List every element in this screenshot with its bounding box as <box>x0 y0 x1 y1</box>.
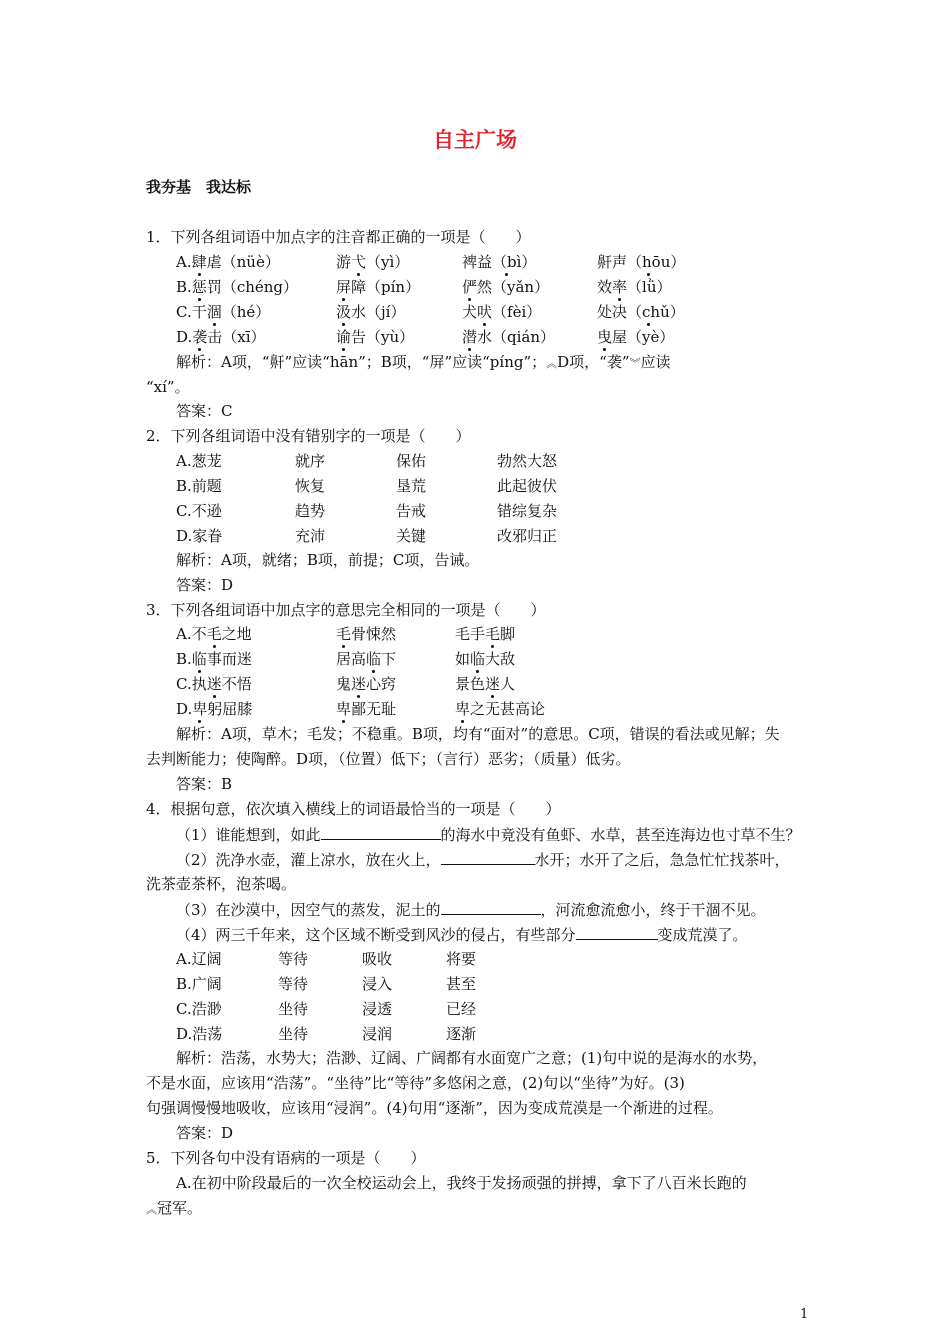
option-cell: 此起彼伏 <box>497 477 558 495</box>
emphasis-dot-char: 谕 <box>336 328 352 346</box>
page-number: 1 <box>800 1307 809 1322</box>
option-cell: 屏障（pín） <box>336 278 421 296</box>
option-cell: 浸润 <box>362 1025 393 1043</box>
option-cell: B.前题 <box>176 477 222 495</box>
option-cell: 裨益（bì） <box>462 253 537 271</box>
option-cell: C.干涸（hé） <box>176 303 271 321</box>
option-cell: 处决（chǔ） <box>597 303 685 321</box>
option-cell: D.袭击（xī） <box>176 328 266 346</box>
emphasis-dot-char: 袭 <box>192 328 208 346</box>
option-cell: 浸透 <box>362 1000 393 1018</box>
option-cell: 如临大敌 <box>455 650 516 668</box>
option-cell: 甚至 <box>446 975 477 993</box>
option-cell: 鼾声（hōu） <box>597 253 686 271</box>
option-cell: D.浩荡 <box>176 1025 223 1043</box>
option-cell: B.临事而迷 <box>176 650 252 668</box>
emphasis-dot-char: 吠 <box>477 303 493 321</box>
option-cell: 效率（lǜ） <box>597 278 672 296</box>
option-cell: A.辽阔 <box>176 950 222 968</box>
emphasis-dot-char: 涸 <box>206 303 222 321</box>
question-2-answer: 答案：D <box>176 576 234 594</box>
option-cell: 卑之无甚高论 <box>455 700 546 718</box>
option-cell: 俨然（yǎn） <box>462 278 550 296</box>
emphasis-dot-char: 益（bì） <box>477 253 537 271</box>
emphasis-dot-char: 肆 <box>191 253 207 271</box>
emphasis-dot-char: 卑 <box>192 700 208 718</box>
option-cell: B.惩罚（chéng） <box>176 278 299 296</box>
option-cell: 错综复杂 <box>497 502 558 520</box>
emphasis-dot-char: 声（hōu） <box>612 253 686 271</box>
emphasis-dot-char: 迷 <box>206 675 222 693</box>
page-title: 自主广场 <box>433 128 517 152</box>
question-4-analysis-cont-1: 不是水面，应该用“浩荡”。“坐待”比“等待”多悠闲之意，(2)句以“坐待”为好。(3) <box>146 1074 685 1092</box>
option-cell: 浸入 <box>362 975 393 993</box>
question-4-sentence-2: （2）洗净水壶，灌上凉水，放在火上， 水开；水开了之后，急急忙忙找茶叶， <box>176 851 790 869</box>
question-1-analysis-cont: “xí”。 <box>146 378 190 396</box>
emphasis-dot-char: 汲 <box>336 303 352 321</box>
question-5-option-a: A.在初中阶段最后的一次全校运动会上，我终于发扬顽强的拼搏，拿下了八百米长跑的 <box>176 1174 747 1192</box>
wave-mark-icon: ︽ <box>546 357 558 370</box>
question-1-analysis: 解析：A项，“鼾”应读“hān”；B项，“屏”应读“píng”；︽D项，“袭”︾应读 <box>176 353 671 371</box>
option-cell: 就序 <box>295 452 326 470</box>
option-cell: 恢复 <box>295 477 326 495</box>
question-4-analysis: 解析：浩荡，水势大；浩渺、辽阔、广阔都有水面宽广之意；(1)句中说的是海水的水势， <box>176 1049 768 1067</box>
emphasis-dot-char: 临 <box>191 650 207 668</box>
option-cell: C.执迷不悟 <box>176 675 252 693</box>
emphasis-dot-char: 俨 <box>462 278 478 296</box>
question-2-stem: 2．下列各组词语中没有错别字的一项是（ ） <box>146 427 471 445</box>
option-cell: 居高临下 <box>336 650 397 668</box>
question-3-analysis: 解析：A项，草木；毛发；不稳重。B项，均有“面对”的意思。C项，错误的看法或见解；失 <box>176 725 780 743</box>
option-cell: 等待 <box>278 975 309 993</box>
option-cell: 毛骨悚然 <box>336 625 397 643</box>
option-cell: 告戒 <box>396 502 427 520</box>
question-1-answer: 答案：C <box>176 402 233 420</box>
option-cell: 坐待 <box>278 1000 309 1018</box>
question-2-analysis: 解析：A项，就绪；B项，前提；C项，告诫。 <box>176 551 480 569</box>
option-cell: 曳屋（yè） <box>597 328 675 346</box>
question-4-sentence-4: （4）两三千年来，这个区域不断受到风沙的侵占，有些部分 变成荒漠了。 <box>176 926 748 944</box>
question-5-option-a-cont: ︽冠军。 <box>146 1199 203 1217</box>
option-cell: 充沛 <box>295 527 326 545</box>
option-cell: 垦荒 <box>396 477 427 495</box>
emphasis-dot-char: 潜 <box>462 328 478 346</box>
option-cell: 毛手毛脚 <box>455 625 516 643</box>
emphasis-dot-char: 决（chǔ） <box>612 303 685 321</box>
option-cell: 景色迷人 <box>455 675 516 693</box>
option-cell: 游弋（yì） <box>336 253 410 271</box>
fill-blank <box>441 850 535 865</box>
option-cell: D.卑躬屈膝 <box>176 700 253 718</box>
question-3-stem: 3．下列各组词语中加点字的意思完全相同的一项是（ ） <box>146 601 546 619</box>
question-1-stem: 1．下列各组词语中加点字的注音都正确的一项是（ ） <box>146 228 531 246</box>
option-cell: C.不逊 <box>176 502 222 520</box>
emphasis-dot-char: 弋 <box>351 253 367 271</box>
option-cell: 将要 <box>446 950 477 968</box>
option-cell: A.肆虐（nüè） <box>176 253 280 271</box>
option-cell: B.广阔 <box>176 975 222 993</box>
option-cell: 汲水（jí） <box>336 303 406 321</box>
option-cell: 吸收 <box>362 950 393 968</box>
option-cell: D.家眷 <box>176 527 223 545</box>
question-4-sentence-1: （1）谁能想到，如此 的海水中竟没有鱼虾、水草，甚至连海边也寸草不生？ <box>176 826 801 844</box>
option-cell: 潜水（qián） <box>462 328 556 346</box>
option-cell: 关键 <box>396 527 427 545</box>
question-4-sentence-3: （3）在沙漠中，因空气的蒸发，泥土的 ，河流愈流愈小，终于干涸不见。 <box>176 901 766 919</box>
question-4-stem: 4．根据句意，依次填入横线上的词语最恰当的一项是（ ） <box>146 800 561 818</box>
emphasis-dot-char: 卑 <box>455 700 471 718</box>
option-cell: 鬼迷心窍 <box>336 675 397 693</box>
fill-blank <box>576 925 658 940</box>
option-cell: 保佑 <box>396 452 427 470</box>
option-cell: 卑鄙无耻 <box>336 700 397 718</box>
fill-blank <box>321 825 441 840</box>
emphasis-dot-char: 迷 <box>485 675 501 693</box>
section-heading: 我夯基 我达标 <box>146 178 252 196</box>
option-cell: A.葱茏 <box>176 452 222 470</box>
emphasis-dot-char: 惩 <box>191 278 207 296</box>
emphasis-dot-char: 临 <box>470 650 486 668</box>
emphasis-dot-char: 毛 <box>336 625 352 643</box>
question-3-analysis-cont: 去判断能力；使陶醉。D项，（位置）低下；（言行）恶劣；（质量）低劣。 <box>146 750 631 768</box>
option-cell: 坐待 <box>278 1025 309 1043</box>
option-cell: 勃然大怒 <box>497 452 558 470</box>
option-cell: A.不毛之地 <box>176 625 252 643</box>
wave-mark-icon: ︾ <box>629 357 641 370</box>
option-cell: 犬吠（fèi） <box>462 303 542 321</box>
fill-blank <box>441 900 541 915</box>
emphasis-dot-char: 迷 <box>351 675 367 693</box>
option-cell: C.浩渺 <box>176 1000 222 1018</box>
emphasis-dot-char: 毛 <box>206 625 222 643</box>
emphasis-dot-char: 率 <box>612 278 628 296</box>
option-cell: 等待 <box>278 950 309 968</box>
question-3-answer: 答案：B <box>176 775 233 793</box>
option-cell: 已经 <box>446 1000 477 1018</box>
emphasis-dot-char: 屏 <box>336 278 352 296</box>
question-5-stem: 5．下列各句中没有语病的一项是（ ） <box>146 1149 426 1167</box>
wave-mark-icon: ︽ <box>146 1203 157 1216</box>
emphasis-dot-char: 临 <box>366 650 382 668</box>
question-4-answer: 答案：D <box>176 1124 234 1142</box>
option-cell: 趋势 <box>295 502 326 520</box>
emphasis-dot-char: 毛 <box>485 625 501 643</box>
emphasis-dot-char: 曳 <box>597 328 613 346</box>
option-cell: 逐渐 <box>446 1025 477 1043</box>
option-cell: 改邪归正 <box>497 527 558 545</box>
question-4-analysis-cont-2: 句强调慢慢地吸收，应该用“浸润”。(4)句用“逐渐”，因为变成荒漠是一个渐进的过程。 <box>146 1099 723 1117</box>
emphasis-dot-char: 卑 <box>336 700 352 718</box>
question-4-sentence-2-cont: 洗茶壶茶杯，泡茶喝。 <box>146 875 297 893</box>
option-cell: 谕告（yù） <box>336 328 415 346</box>
